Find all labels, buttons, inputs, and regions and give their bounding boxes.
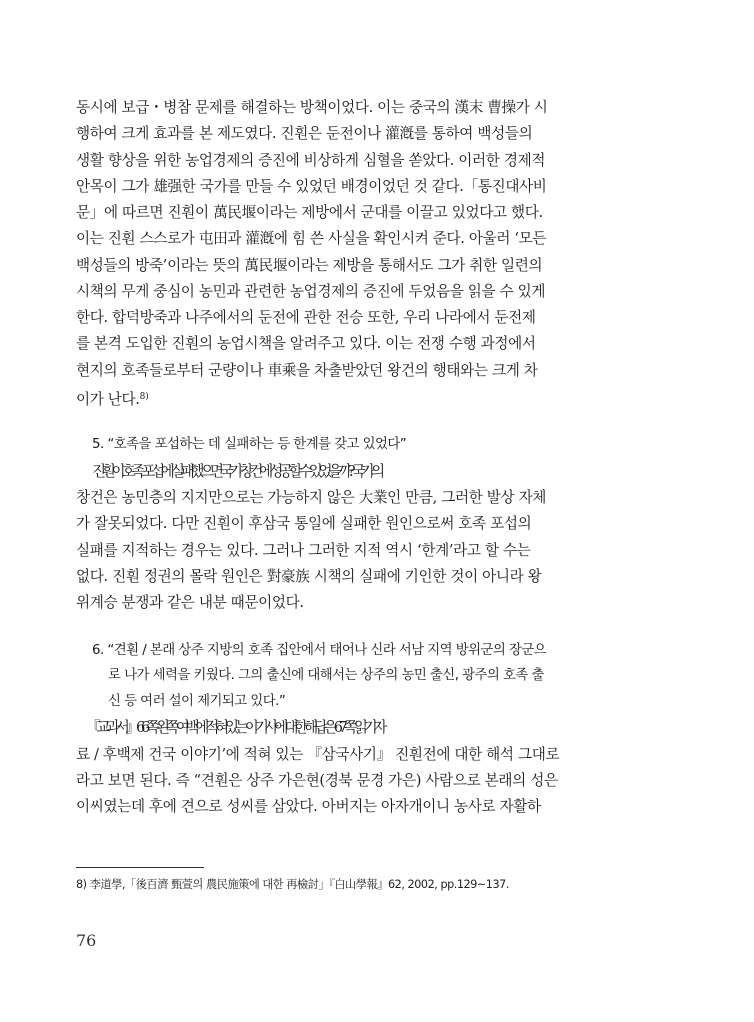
body-text-line: 『교과서』 66쪽 왼쪽 여백에 적혀 있는 이 기사에 대한 해답은 67쪽 ‘읽기자 (86, 719, 384, 736)
body-text-line: 이씨였는데 후에 견으로 성씨를 삼았다. 아버지는 아자개이니 농사로 자활하 (76, 798, 541, 815)
body-text-line: 라고 보면 된다. 즉 “견훤은 상주 가은현(경북 문경 가은) 사람으로 본래의 성은 (76, 772, 558, 789)
body-text-line: 한다. 합덕방죽과 나주에서의 둔전에 관한 전승 또한, 우리 나라에서 둔전제 (76, 309, 536, 326)
body-text-line: 가 잘못되었다. 다만 진훤이 후삼국 통일에 실패한 원인으로써 호족 포섭의 (76, 515, 532, 532)
footnote-divider (76, 867, 204, 868)
body-text-line: 행하여 크게 효과를 본 제도였다. 진훤은 둔전이나 灌漑를 통하여 백성들의 (76, 125, 533, 142)
footnote-text: 8) 李道學,「後百濟 甄萱의 農民施策에 대한 再檢討」『白山學報』62, 2002, pp.129~137. (76, 878, 509, 891)
body-text-line: 실패를 지적하는 경우는 있다. 그러나 그러한 지적 역시 ‘한계’라고 할 수는 (76, 542, 531, 559)
body-text-last: 이가 난다. (76, 391, 140, 408)
body-text-line: 동시에 보급・병참 문제를 해결하는 방책이었다. 이는 중국의 漢末 曹操가 시 (76, 99, 548, 116)
body-text-line: 창건은 농민층의 지지만으로는 가능하지 않은 大業인 만큼, 그러한 발상 자체 (76, 489, 547, 506)
section-6-heading-line: 6. “견훤 / 본래 상주 지방의 호족 집안에서 태어나 신라 서남 지역 방위군의 장군으 (92, 643, 547, 658)
body-text-line: 이는 진훤 스스로가 屯田과 灌漑에 힘 쓴 사실을 확인시켜 준다. 아울러 ‘모든 (76, 230, 547, 247)
body-text-line: 시책의 무게 중심이 농민과 관련한 농업경제의 증진에 두었음을 읽을 수 있게 (76, 283, 546, 300)
body-text-line: 진훤이 호족 포섭에 실패했으면 국가 창건에 성공할 수 있었을까? 국가의 (92, 463, 381, 480)
section-6-heading-line: 신 등 여러 설이 제기되고 있다.” (108, 694, 286, 709)
body-text-line: 없다. 진훤 정권의 몰락 원인은 對豪族 시책의 실패에 기인한 것이 아니라 왕 (76, 568, 542, 585)
body-text-line: 료 / 후백제 건국 이야기’에 적혀 있는 『삼국사기』 진훤전에 대한 해석 그대로 (76, 746, 560, 763)
body-text-line: 안목이 그가 雄强한 국가를 만들 수 있었던 배경이었던 것 같다.「통진대사비 (76, 178, 547, 195)
section-6-heading-line: 로 나가 세력을 키웠다. 그의 출신에 대해서는 상주의 농민 출신, 광주의 호족 출 (108, 668, 544, 683)
page-number: 76 (76, 931, 97, 950)
body-text-line: 위계승 분쟁과 같은 내분 때문이었다. (76, 594, 304, 611)
body-text-line: 현지의 호족들로부터 군량이나 車乘을 차출받았던 왕건의 행태와는 크게 차 (76, 362, 538, 379)
body-text-line: 생활 향상을 위한 농업경제의 증진에 비상하게 심혈을 쏟았다. 이러한 경제적 (76, 152, 546, 169)
section-5-heading: 5. “호족을 포섭하는 데 실패하는 등 한계를 갖고 있었다” (92, 437, 407, 452)
body-text-line (76, 387, 676, 410)
body-text-line: 를 본격 도입한 진훤의 농업시책을 알려주고 있다. 이는 전쟁 수행 과정에서 (76, 335, 536, 352)
body-text-line: 문」에 따르면 진훤이 萬民堰이라는 제방에서 군대를 이끌고 있었다고 했다. (76, 204, 543, 221)
body-text-line: 백성들의 방죽’이라는 뜻의 萬民堰이라는 제방을 통해서도 그가 취한 일련의 (76, 257, 543, 274)
footnote-reference: 8) (139, 392, 149, 402)
